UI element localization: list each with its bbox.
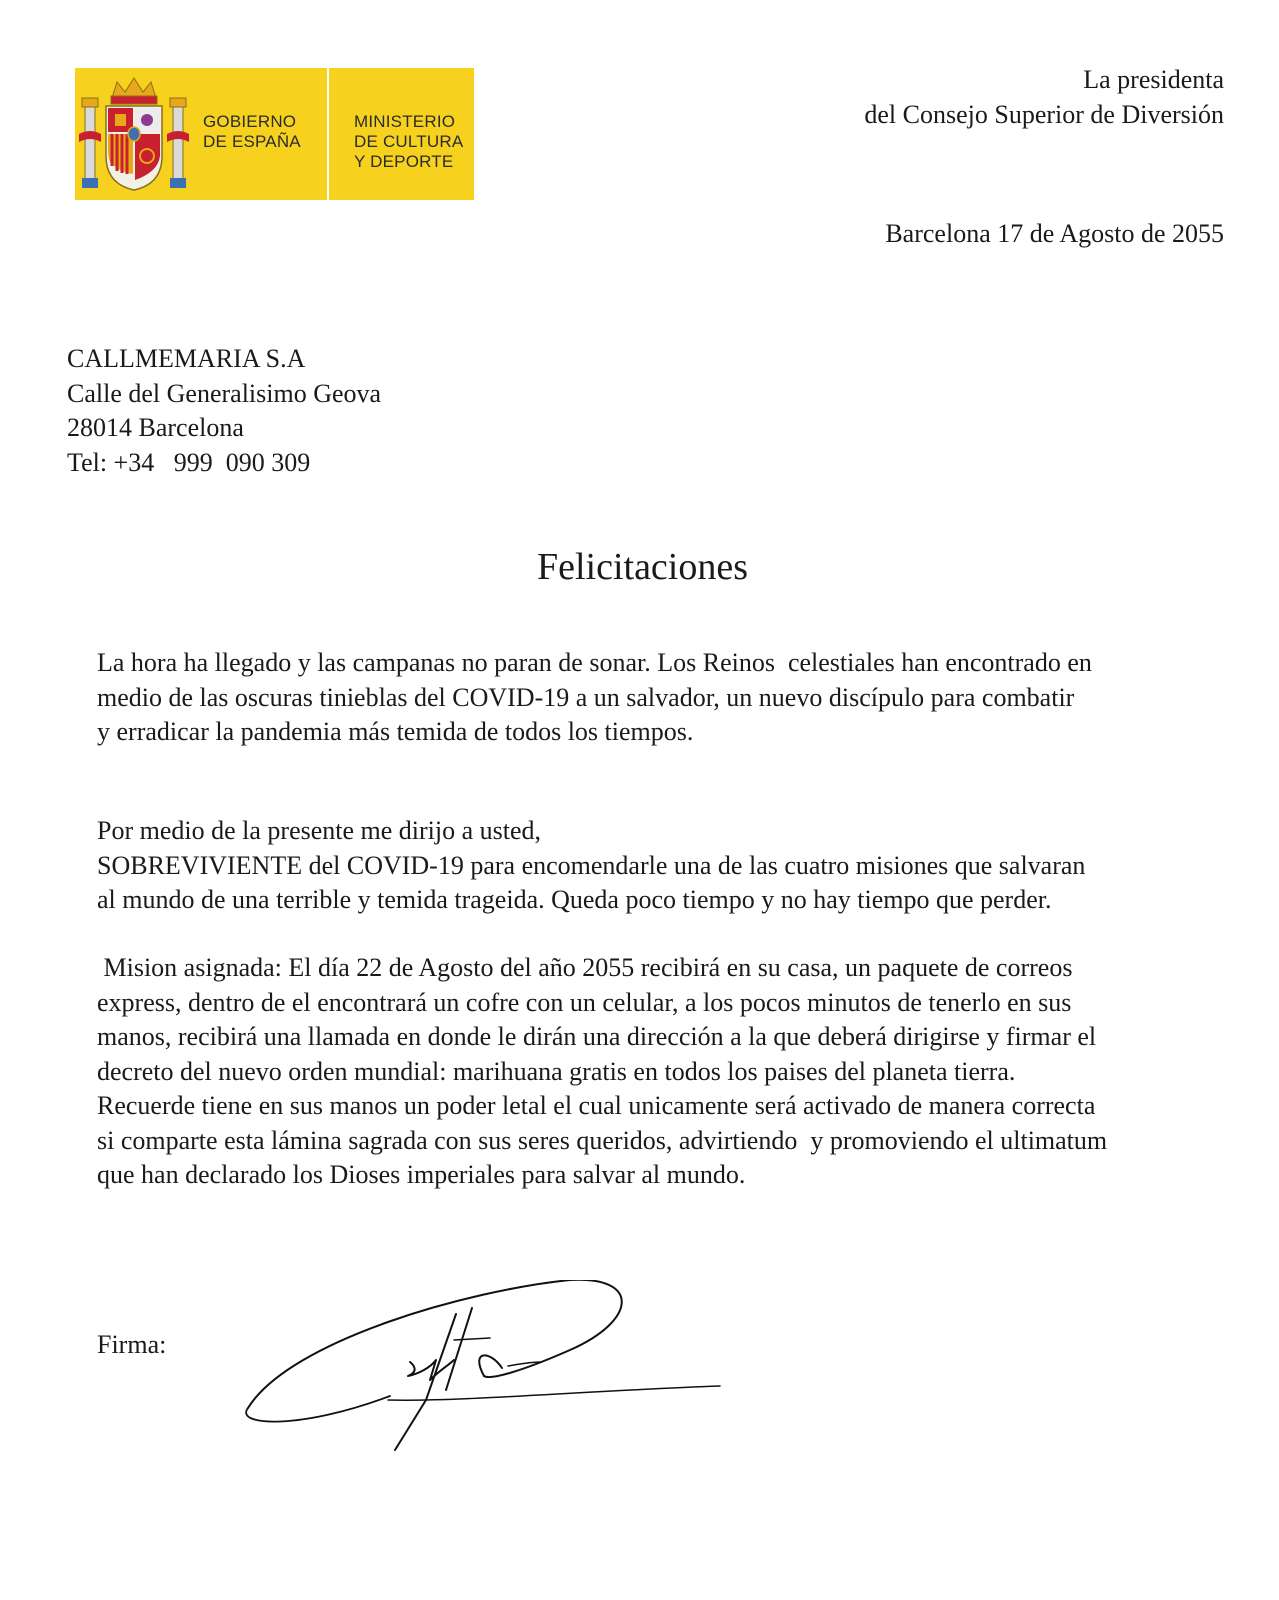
sender-organization: del Consejo Superior de Diversión [864,100,1224,129]
letter-title: Felicitaciones [536,546,749,588]
text-line: que han declarado los Dioses imperiales para salvar al mundo. [97,1160,746,1189]
text-line: Mision asignada: El día 22 de Agosto del año 2055 recibirá en su casa, un paquete de correos [97,953,1073,982]
logo-divider [327,68,329,200]
signature-label: Firma: [97,1330,167,1359]
text-line: si comparte esta lámina sagrada con sus seres queridos, advirtiendo y promoviendo el ultimatum [97,1125,1108,1155]
ministry-line: DE CULTURA [354,132,464,151]
text-line: SOBREVIVIENTE del COVID-19 para encomendarle una de las cuatro misiones que salvaran [97,850,1086,880]
ministry-line: Y DEPORTE [354,152,454,171]
recipient-name: CALLMEMARIA S.A [67,344,306,373]
paragraph-mission [97,951,1227,1193]
government-logo [75,68,474,200]
text-line: La hora ha llegado y las campanas no paran de sonar. Los Reinos celestiales han encontrado en [97,648,1092,677]
recipient-street: Calle del Generalisimo Geova [67,378,382,408]
ministry-name [354,112,463,172]
paragraph-intro [97,646,1227,750]
letter-date: Barcelona 17 de Agosto de 2055 [885,219,1224,248]
text-line: manos, recibirá una llamada en donde le dirán una dirección a la que deberá dirigirse y firmar el [97,1022,1097,1051]
government-name [203,112,301,152]
signature-icon [240,1280,740,1480]
text-line: Por medio de la presente me dirijo a usted, [97,816,542,845]
recipient-city: 28014 Barcelona [67,413,244,442]
paragraph-address [97,814,1227,918]
sender-title: La presidenta [1083,65,1224,94]
sender-block [864,62,1224,132]
government-line: GOBIERNO [203,112,297,131]
text-line: decreto del nuevo orden mundial: marihuana gratis en todos los paises del planeta tierra. [97,1056,1016,1086]
text-line: express, dentro de el encontrará un cofre con un celular, a los pocos minutos de tenerlo en sus [97,987,1072,1017]
text-line: al mundo de una terrible y temida trageida. Queda poco tiempo y no hay tiempo que perder. [97,885,1052,914]
text-line: medio de las oscuras tinieblas del COVID-19 a un salvador, un nuevo discípulo para combatir [97,682,1075,712]
ministry-line: MINISTERIO [354,112,456,131]
text-line: y erradicar la pandemia más temida de todos los tiempos. [97,717,694,746]
text-line: Recuerde tiene en sus manos un poder letal el cual unicamente será activado de manera correcta [97,1091,1096,1120]
coat-of-arms-icon [79,76,189,194]
government-line: DE ESPAÑA [203,132,301,151]
recipient-phone: Tel: +34 999 090 309 [67,447,311,477]
recipient-address [67,342,381,480]
